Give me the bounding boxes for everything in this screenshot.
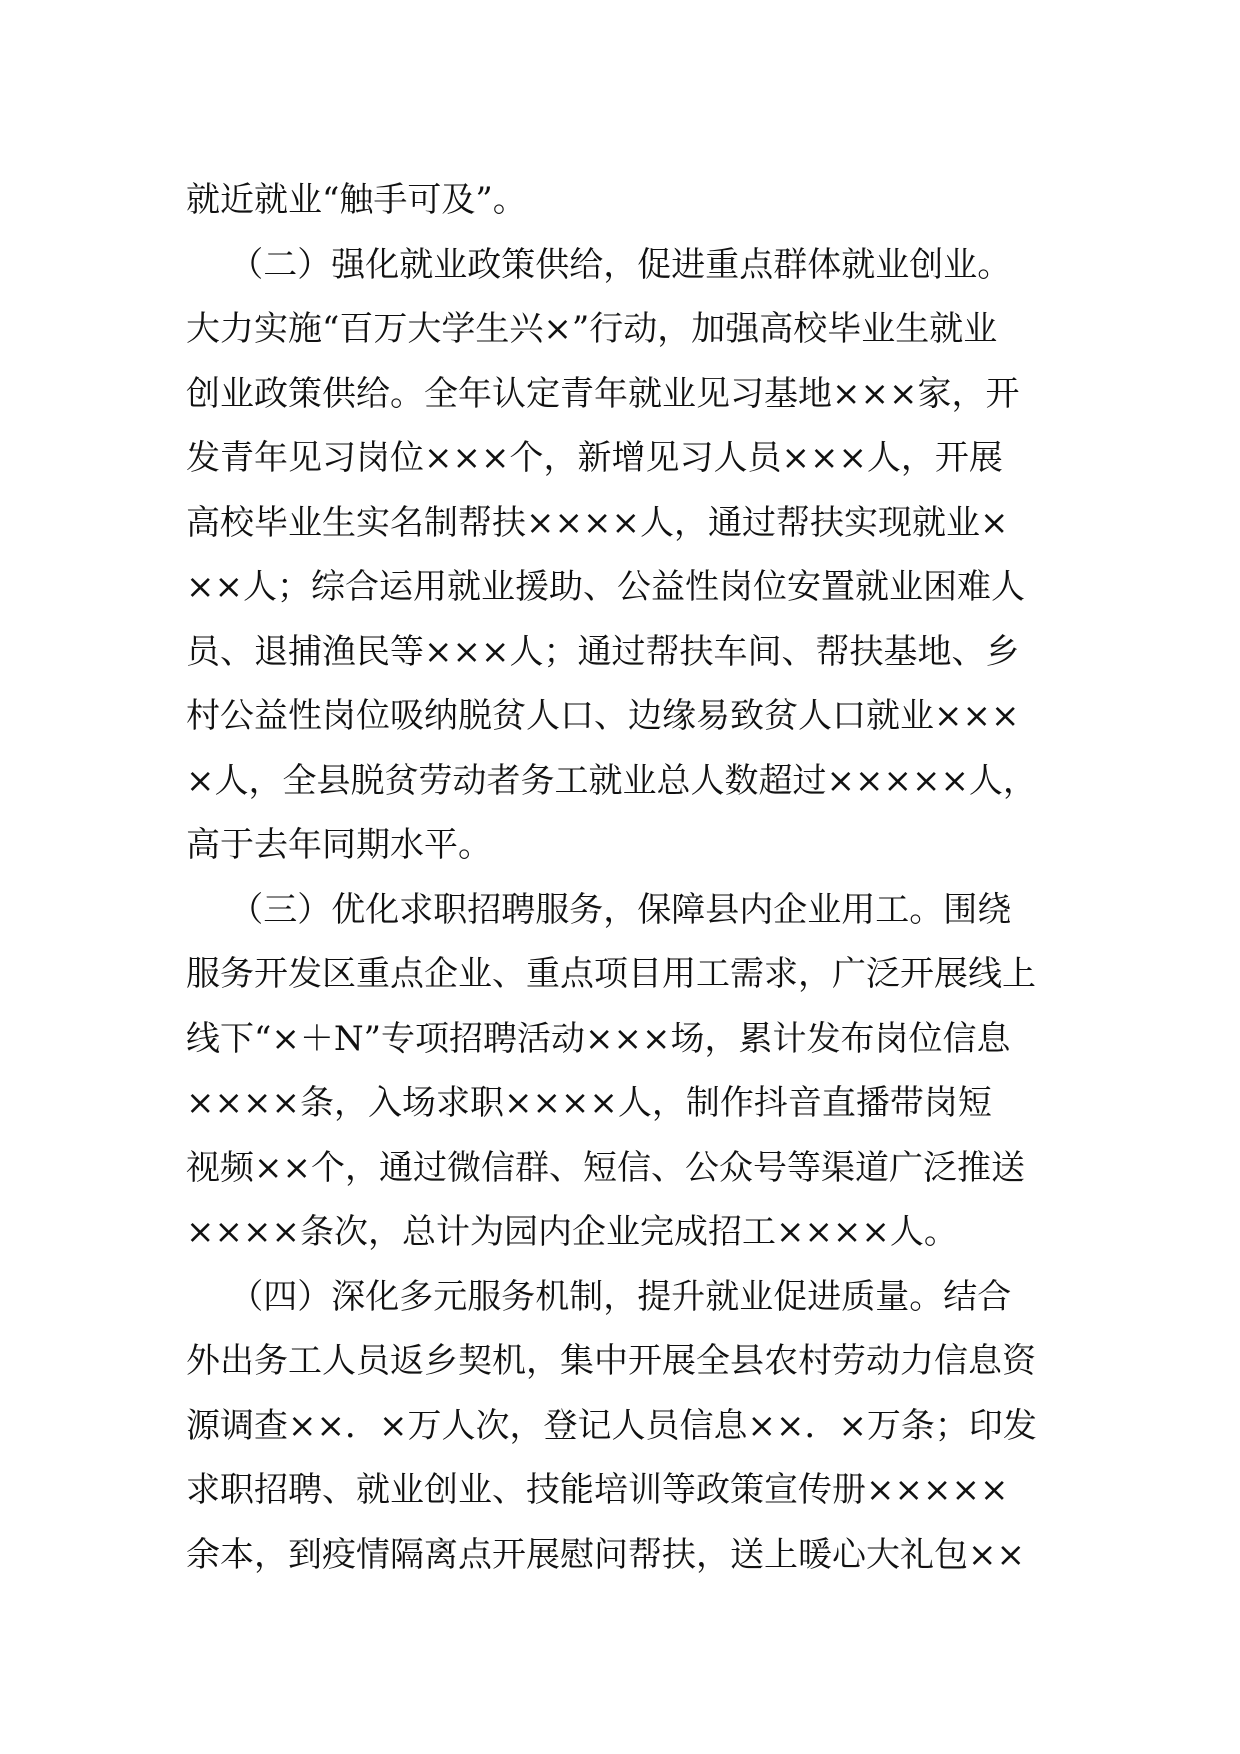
text-line: 外出务工人员返乡契机，集中开展全县农村劳动力信息资 <box>186 1341 1036 1381</box>
text-line: 高校毕业生实名制帮扶××××人，通过帮扶实现就业× <box>186 502 1009 543</box>
text-line: ××××条，入场求职××××人，制作抖音直播带岗短 <box>186 1083 992 1123</box>
text-line: 服务开发区重点企业、重点项目用工需求，广泛开展线上 <box>186 954 1036 994</box>
section-heading-line: （四）深化多元服务机制，提升就业促进质量。结合 <box>186 1276 1012 1317</box>
text-line: 线下“×＋N”专项招聘活动×××场，累计发布岗位信息 <box>186 1018 1011 1059</box>
text-line: ×人，全县脱贫劳动者务工就业总人数超过×××××人， <box>186 760 1037 801</box>
section-heading-line: （三）优化求职招聘服务，保障县内企业用工。围绕 <box>186 889 1012 930</box>
text-line: 高于去年同期水平。 <box>186 825 492 865</box>
text-line: 余本，到疫情隔离点开展慰问帮扶，送上暖心大礼包×× <box>186 1534 1025 1575</box>
text-line: 创业政策供给。全年认定青年就业见习基地×××家，开 <box>186 373 1020 414</box>
text-line: ××××条次，总计为园内企业完成招工××××人。 <box>186 1212 958 1252</box>
section-heading-line: （二）强化就业政策供给，促进重点群体就业创业。 <box>186 244 1012 285</box>
text-line: 发青年见习岗位×××个，新增见习人员×××人，开展 <box>186 438 1003 478</box>
text-line: 源调查××．×万人次，登记人员信息××．×万条；印发 <box>186 1405 1037 1446</box>
body-text <box>186 168 1066 1587</box>
text-line: 村公益性岗位吸纳脱贫人口、边缘易致贫人口就业××× <box>186 696 1020 736</box>
text-line: ××人；综合运用就业援助、公益性岗位安置就业困难人 <box>186 567 1025 607</box>
text-line: 大力实施“百万大学生兴×”行动，加强高校毕业生就业 <box>186 309 998 349</box>
text-line: 员、退捕渔民等×××人；通过帮扶车间、帮扶基地、乡 <box>186 631 1020 672</box>
text-line: 视频××个，通过微信群、短信、公众号等渠道广泛推送 <box>186 1147 1025 1188</box>
text-line: 就近就业“触手可及”。 <box>186 180 527 220</box>
text-line: 求职招聘、就业创业、技能培训等政策宣传册××××× <box>186 1470 1009 1510</box>
